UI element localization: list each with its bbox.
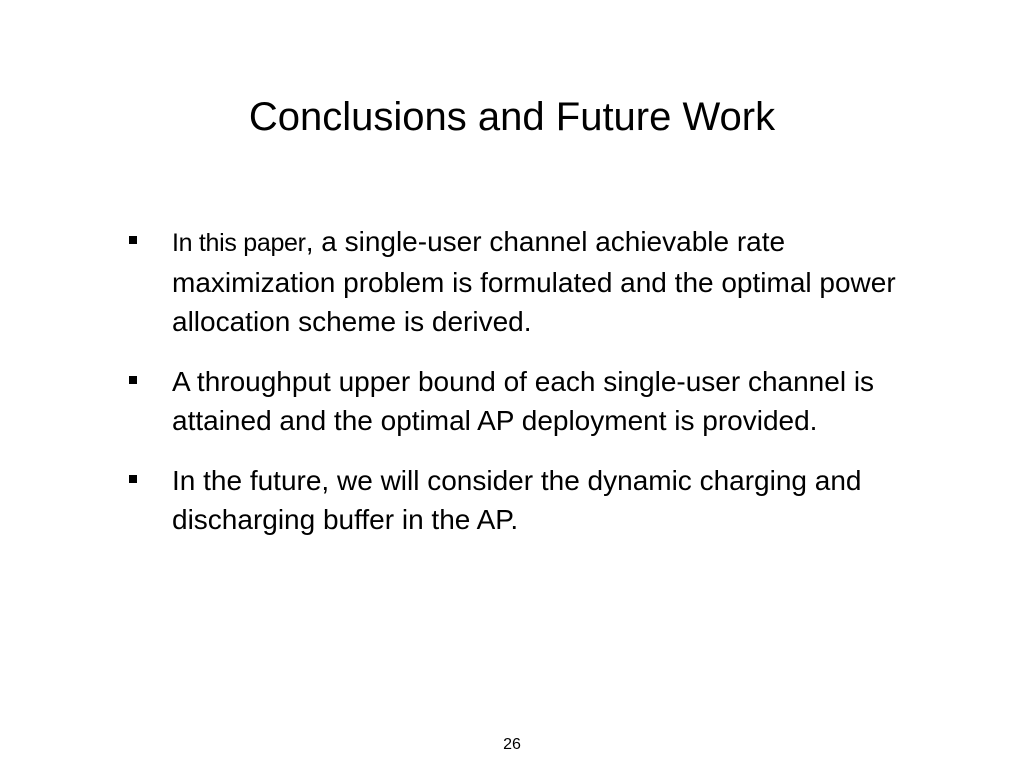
square-bullet-icon: [129, 236, 137, 244]
bullet-list: [126, 222, 926, 560]
square-bullet-icon: [129, 475, 137, 483]
square-bullet-icon: [129, 376, 137, 384]
bullet-item: [126, 461, 926, 539]
bullet-text: In the future, we will consider the dynamic charging and discharging buffer in the AP.: [172, 465, 862, 535]
page-number: 26: [503, 736, 521, 753]
bullet-text: , a single-user channel achievable rate maximization problem is formulated and the optimal power allocation scheme is derived.: [172, 226, 896, 337]
bullet-item: [126, 362, 926, 440]
bullet-item: [126, 222, 926, 341]
bullet-lead-text: In this paper: [172, 229, 306, 257]
bullet-text: A throughput upper bound of each single-user channel is attained and the optimal AP deployment is provided.: [172, 366, 875, 436]
slide-title: Conclusions and Future Work: [248, 95, 776, 139]
